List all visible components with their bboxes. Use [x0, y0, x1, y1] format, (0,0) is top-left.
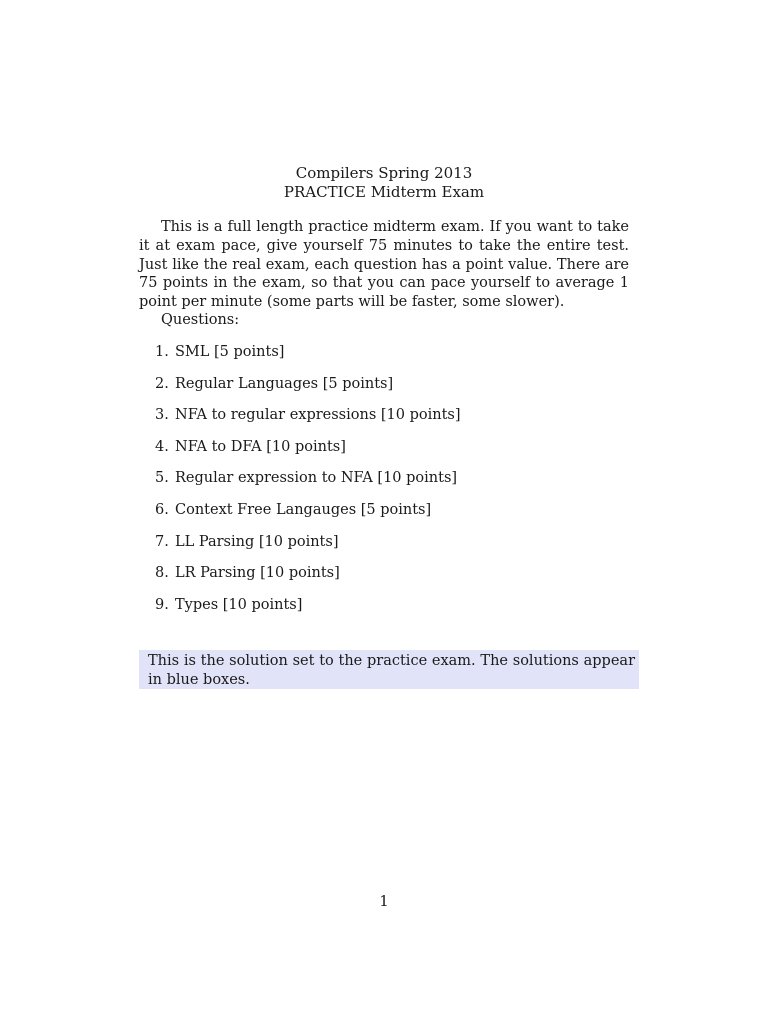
question-text: Context Free Langauges [5 points]: [175, 501, 432, 518]
question-item: [155, 437, 461, 469]
course-title: Compilers Spring 2013: [295, 164, 473, 182]
question-list: [155, 342, 461, 626]
question-number: 5.: [155, 470, 169, 487]
question-text: NFA to DFA [10 points]: [175, 438, 346, 455]
question-text: Regular Languages [5 points]: [175, 375, 394, 392]
question-number: 3.: [155, 407, 169, 424]
question-number: 1.: [155, 344, 169, 360]
question-item: [155, 468, 461, 500]
question-item: [155, 500, 461, 532]
question-item: [155, 563, 461, 595]
solution-note-box: This is the solution set to the practice exam. The solutions appear in blue boxes.: [139, 650, 639, 689]
question-text: LR Parsing [10 points]: [175, 565, 340, 582]
question-item: [155, 595, 461, 627]
document-header: [0, 164, 768, 202]
question-number: 9.: [155, 596, 169, 613]
question-item: [155, 342, 461, 374]
question-item: [155, 374, 461, 406]
question-number: 6.: [155, 501, 169, 518]
page-number: 1: [379, 892, 389, 910]
question-number: 7.: [155, 533, 169, 550]
question-text: LL Parsing [10 points]: [175, 533, 339, 550]
question-item: [155, 532, 461, 564]
question-text: SML [5 points]: [175, 344, 285, 360]
exam-title: PRACTICE Midterm Exam: [283, 183, 485, 201]
question-item: [155, 405, 461, 437]
intro-paragraph: This is a full length practice midterm exam. If you want to take it at exam pace, give yourself 75 minutes to take the entire test. Just like the real exam, each question has a point value. There are 75 points in the exam, so that you can pace yourself to average 1 point per minute (some parts will be faster, some slower).: [139, 219, 629, 311]
question-text: Regular expression to NFA [10 points]: [175, 470, 458, 487]
question-text: NFA to regular expressions [10 points]: [175, 407, 461, 424]
question-text: Types [10 points]: [175, 596, 303, 613]
question-number: 8.: [155, 565, 169, 582]
questions-label: Questions:: [161, 312, 240, 328]
question-number: 4.: [155, 438, 169, 455]
question-number: 2.: [155, 375, 169, 392]
